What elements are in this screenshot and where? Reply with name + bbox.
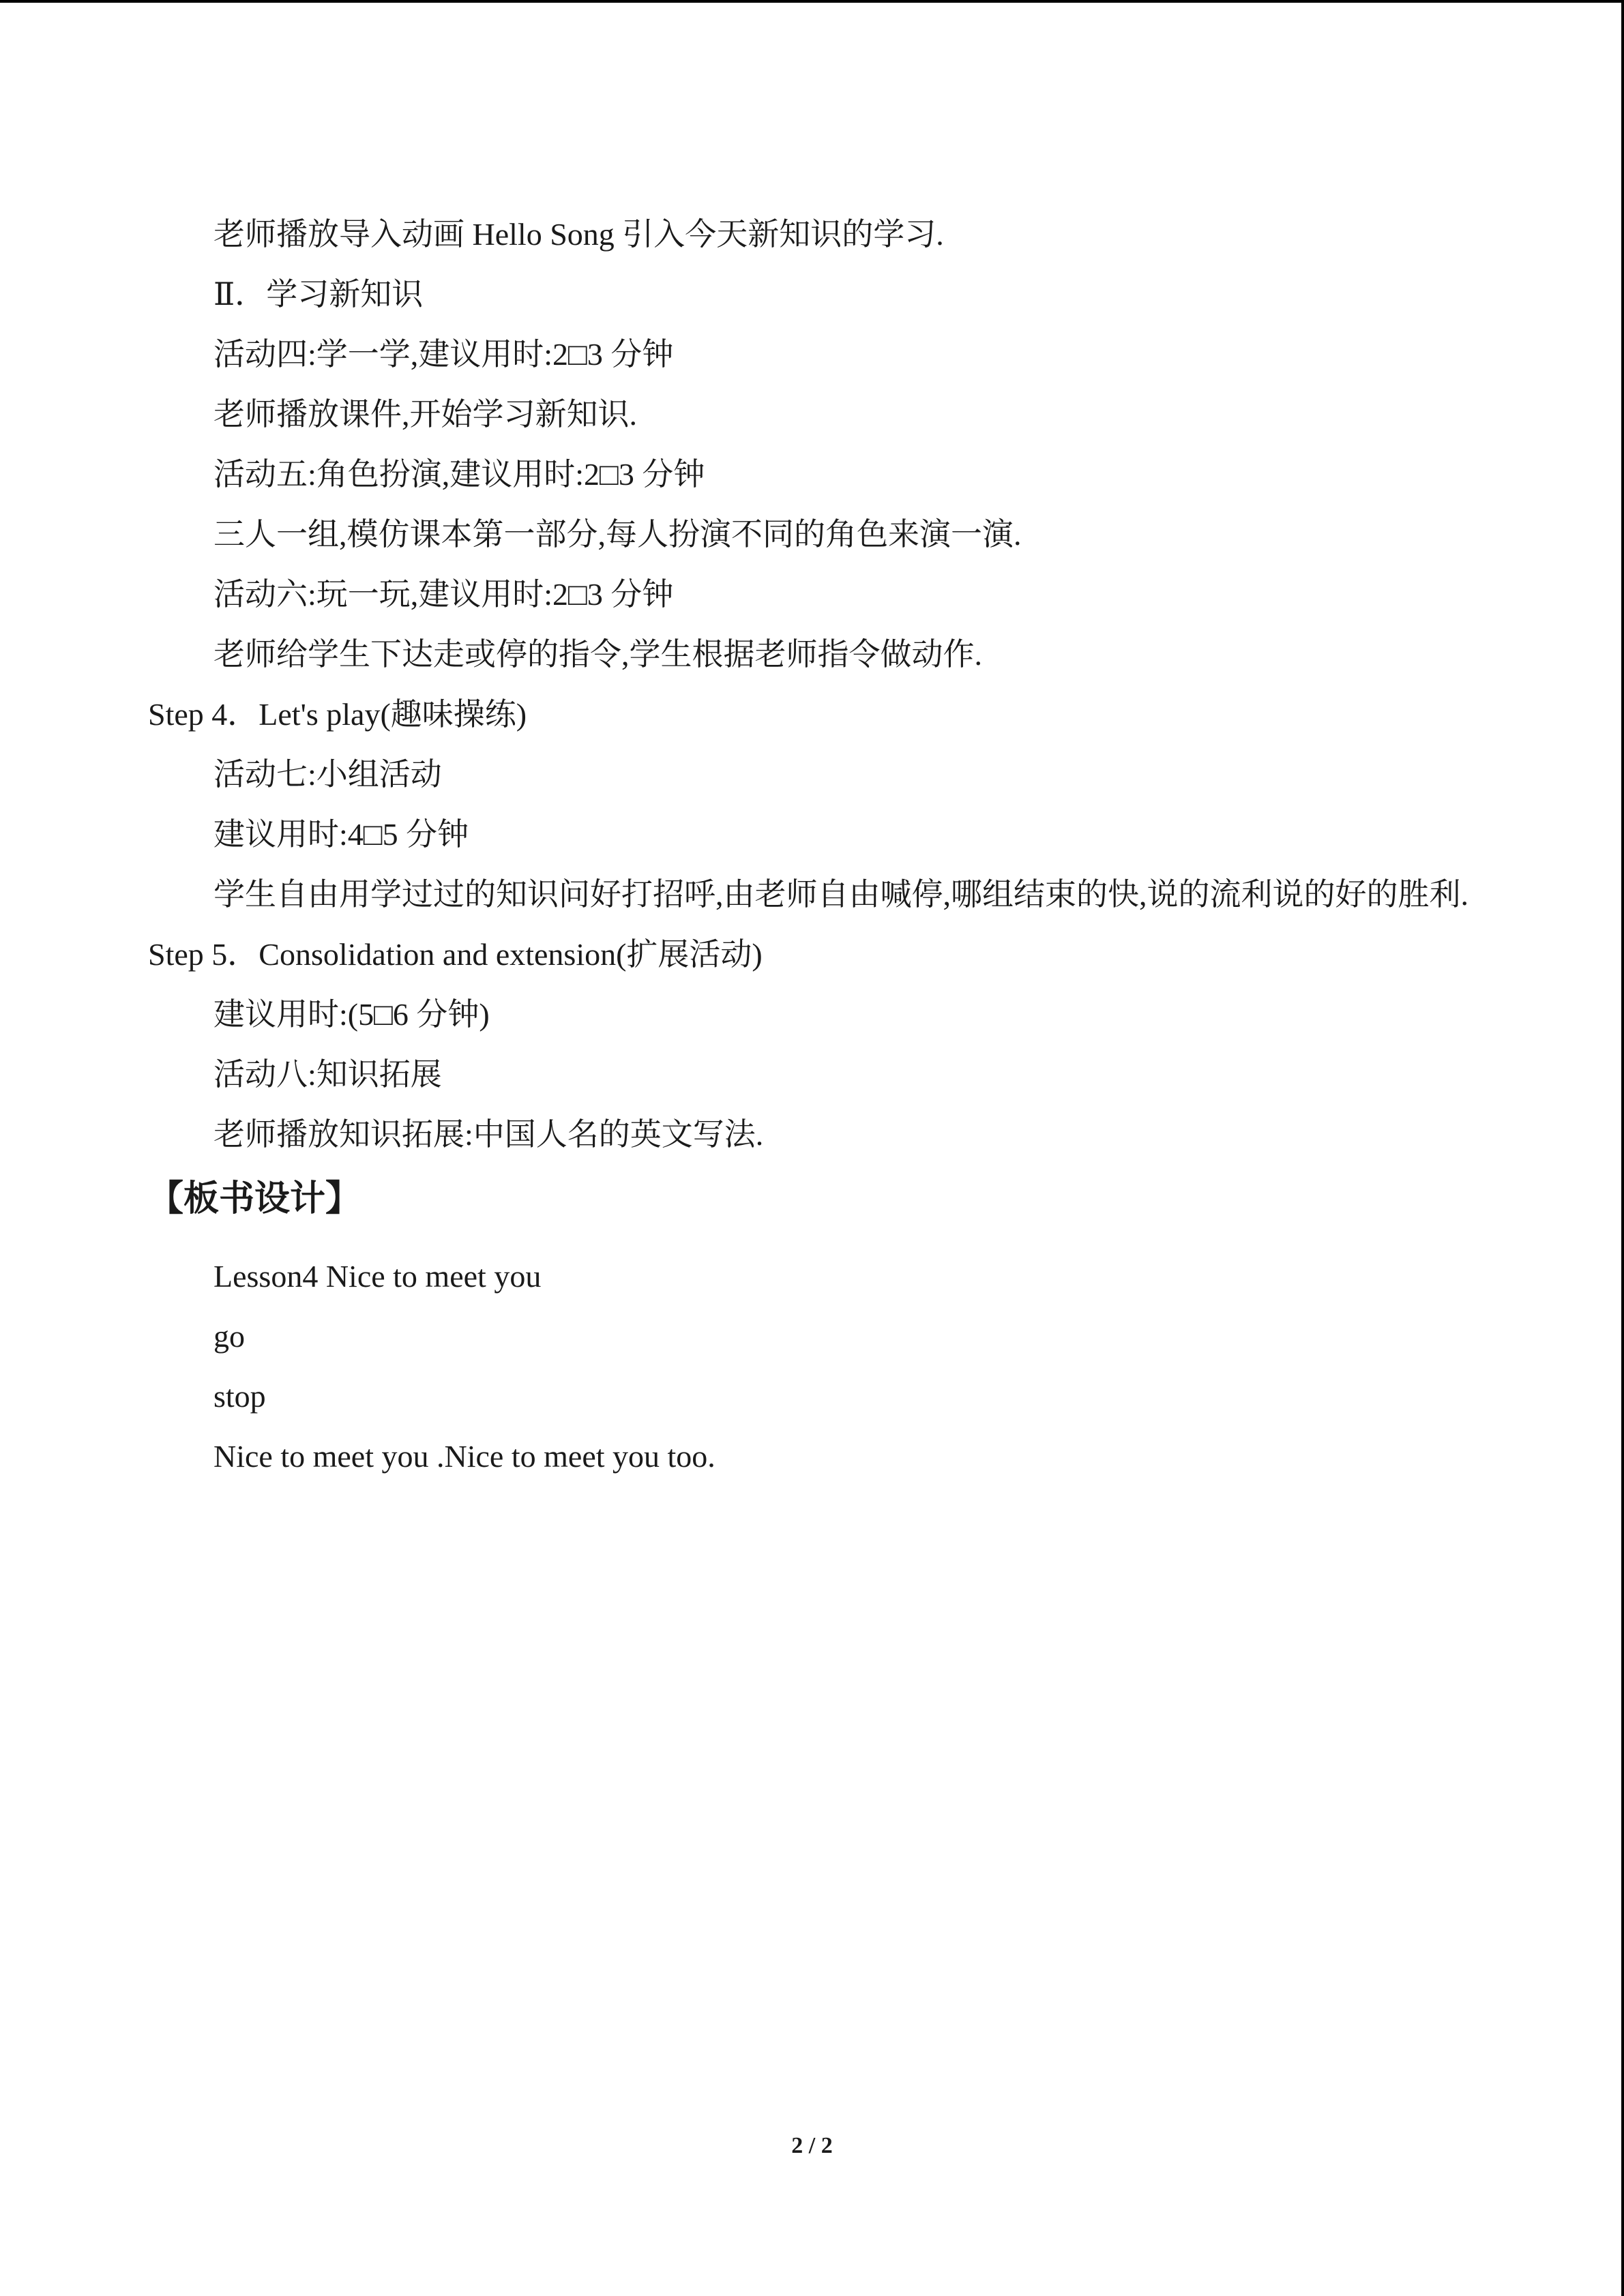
board-design-content — [148, 1247, 1485, 1487]
subsection-heading: Ⅱ．学习新知识 — [213, 277, 424, 312]
text-line: 活动四:学一学,建议用时:2□3 分钟 — [213, 337, 674, 372]
text-line: 老师播放导入动画 Hello Song 引入今天新知识的学习. — [213, 217, 944, 252]
text-line: 活动八:知识拓展 — [213, 1057, 442, 1092]
text-line: 建议用时:(5□6 分钟) — [213, 997, 490, 1032]
text-line: 活动六:玩一玩,建议用时:2□3 分钟 — [213, 577, 674, 612]
step-4-paragraph: 学生自由用学过过的知识问好打招呼,由老师自由喊停,哪组结束的快,说的流利说的好的胜利. — [213, 877, 1468, 912]
board-line: Lesson4 Nice to meet you — [213, 1259, 542, 1294]
step-4-heading: Step 4．Let's play(趣味操练) — [148, 697, 527, 732]
text-line: 建议用时:4□5 分钟 — [213, 817, 469, 852]
step-5-heading: Step 5．Consolidation and extension(扩展活动) — [148, 937, 763, 972]
board-line: stop — [213, 1379, 266, 1414]
board-line: Nice to meet you .Nice to meet you too. — [213, 1439, 715, 1474]
document-body — [148, 205, 1485, 1487]
text-line: 老师播放知识拓展:中国人名的英文写法. — [213, 1117, 764, 1152]
board-design-heading: 【板书设计】 — [148, 1178, 361, 1219]
page-number: 2 / 2 — [791, 2133, 833, 2158]
text-line: 老师给学生下达走或停的指令,学生根据老师指令做动作. — [213, 637, 982, 672]
text-line: 老师播放课件,开始学习新知识. — [213, 397, 637, 432]
text-line: 活动五:角色扮演,建议用时:2□3 分钟 — [213, 457, 705, 492]
text-line: 活动七:小组活动 — [213, 757, 442, 792]
text-line: 三人一组,模仿课本第一部分,每人扮演不同的角色来演一演. — [213, 517, 1022, 552]
board-line: go — [213, 1319, 245, 1354]
